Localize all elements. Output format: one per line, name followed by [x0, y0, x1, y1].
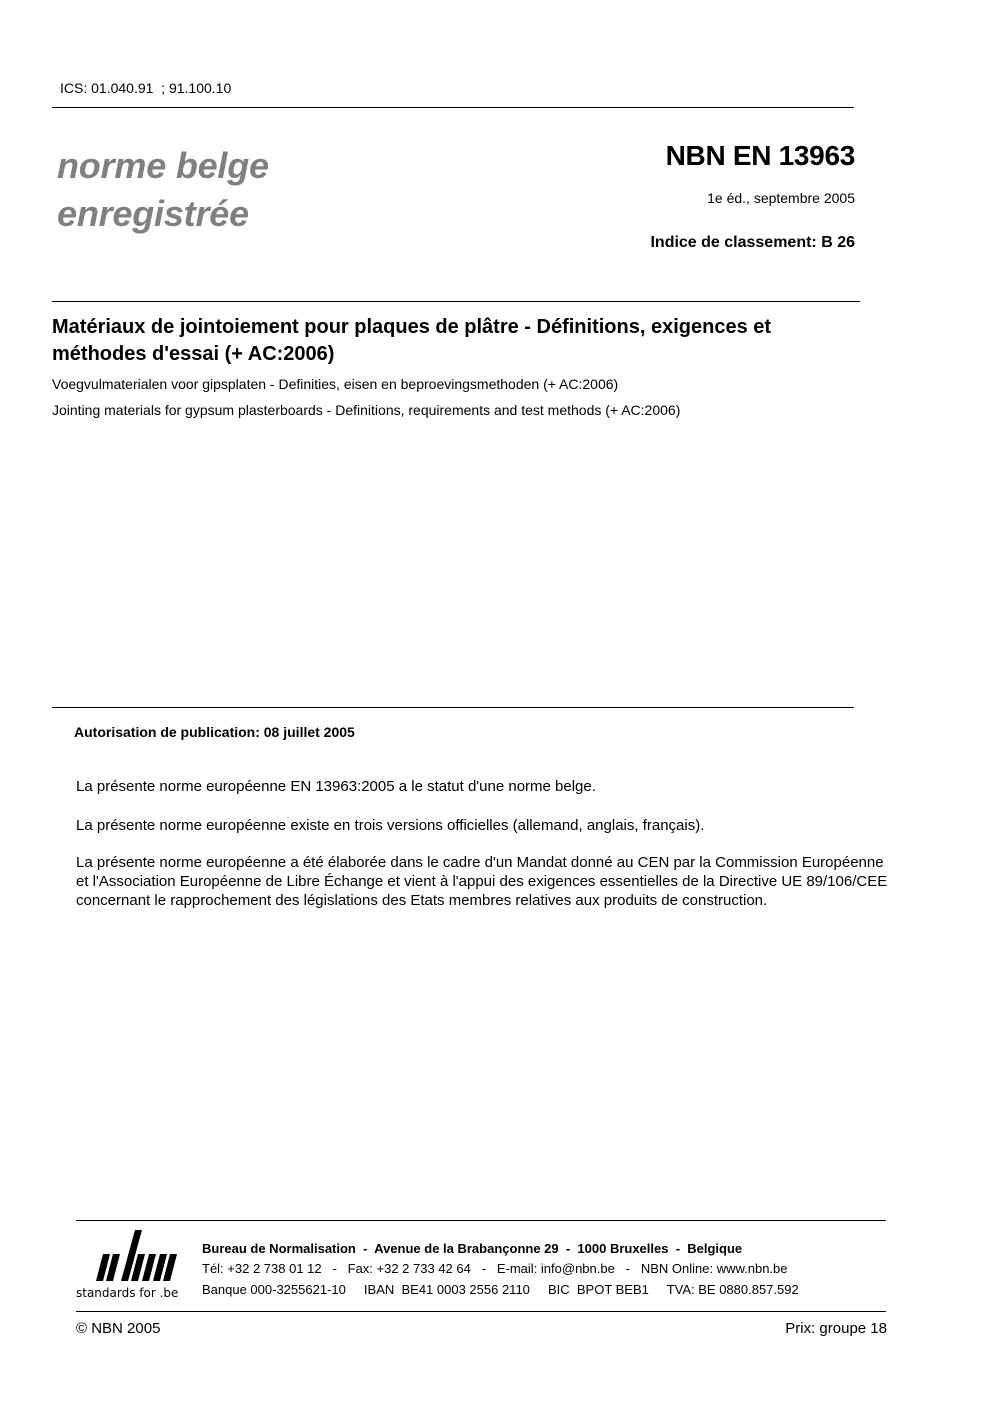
paragraph-mandate: La présente norme européenne a été élaborée dans le cadre d'un Mandat donné au CEN par la Commission Européenne et l'Association Européenne de Libre Échange et vient à l'appui des exigences essentielles de la Directive UE 89/106/CEE concernant le rapprochement des législations des Etats membres relatives aux produits de construction. [76, 854, 888, 909]
address-line-2: Tél: +32 2 738 01 12 - Fax: +32 2 733 42 64 - E-mail: info@nbn.be - NBN Online: www.nbn.be [202, 1261, 788, 1276]
copyright: © NBN 2005 [76, 1320, 161, 1337]
norme-line-2: enregistrée [57, 193, 249, 234]
price-group: Prix: groupe 18 [785, 1320, 887, 1337]
classification-index: Indice de classement: B 26 [650, 234, 855, 251]
norme-belge-label [57, 142, 269, 238]
ics-codes: ICS: 01.040.91 ; 91.100.10 [60, 80, 232, 96]
paragraph-status: La présente norme européenne EN 13963:2005 a le statut d'une norme belge. [76, 778, 596, 795]
header-divider [52, 107, 854, 108]
edition-date: 1e éd., septembre 2005 [707, 190, 855, 206]
footer-top-divider [76, 1220, 886, 1221]
norme-line-1: norme belge [57, 145, 269, 186]
paragraph-versions: La présente norme européenne existe en trois versions officielles (allemand, anglais, français). [76, 817, 705, 834]
nbn-logo [76, 1226, 188, 1306]
body-divider [52, 707, 854, 708]
title-divider [52, 301, 860, 302]
title-french: Matériaux de jointoiement pour plaques de plâtre - Définitions, exigences et méthodes d'essai (+ AC:2006) [52, 316, 772, 365]
standard-number: NBN EN 13963 [665, 140, 855, 171]
footer-bottom-divider [76, 1311, 886, 1312]
logo-tagline: standards for .be [76, 1286, 179, 1300]
publication-authorization: Autorisation de publication: 08 juillet 2005 [74, 724, 355, 740]
address-line-3: Banque 000-3255621-10 IBAN BE41 0003 2556 2110 BIC BPOT BEB1 TVA: BE 0880.857.592 [202, 1282, 799, 1297]
nbn-logo-mark-icon [76, 1226, 188, 1286]
title-dutch: Voegvulmaterialen voor gipsplaten - Definities, eisen en beproevingsmethoden (+ AC:2006) [52, 376, 619, 392]
address-line-1: Bureau de Normalisation - Avenue de la Brabançonne 29 - 1000 Bruxelles - Belgique [202, 1241, 743, 1256]
title-english: Jointing materials for gypsum plasterboards - Definitions, requirements and test methods (+ AC:2006) [52, 402, 681, 418]
